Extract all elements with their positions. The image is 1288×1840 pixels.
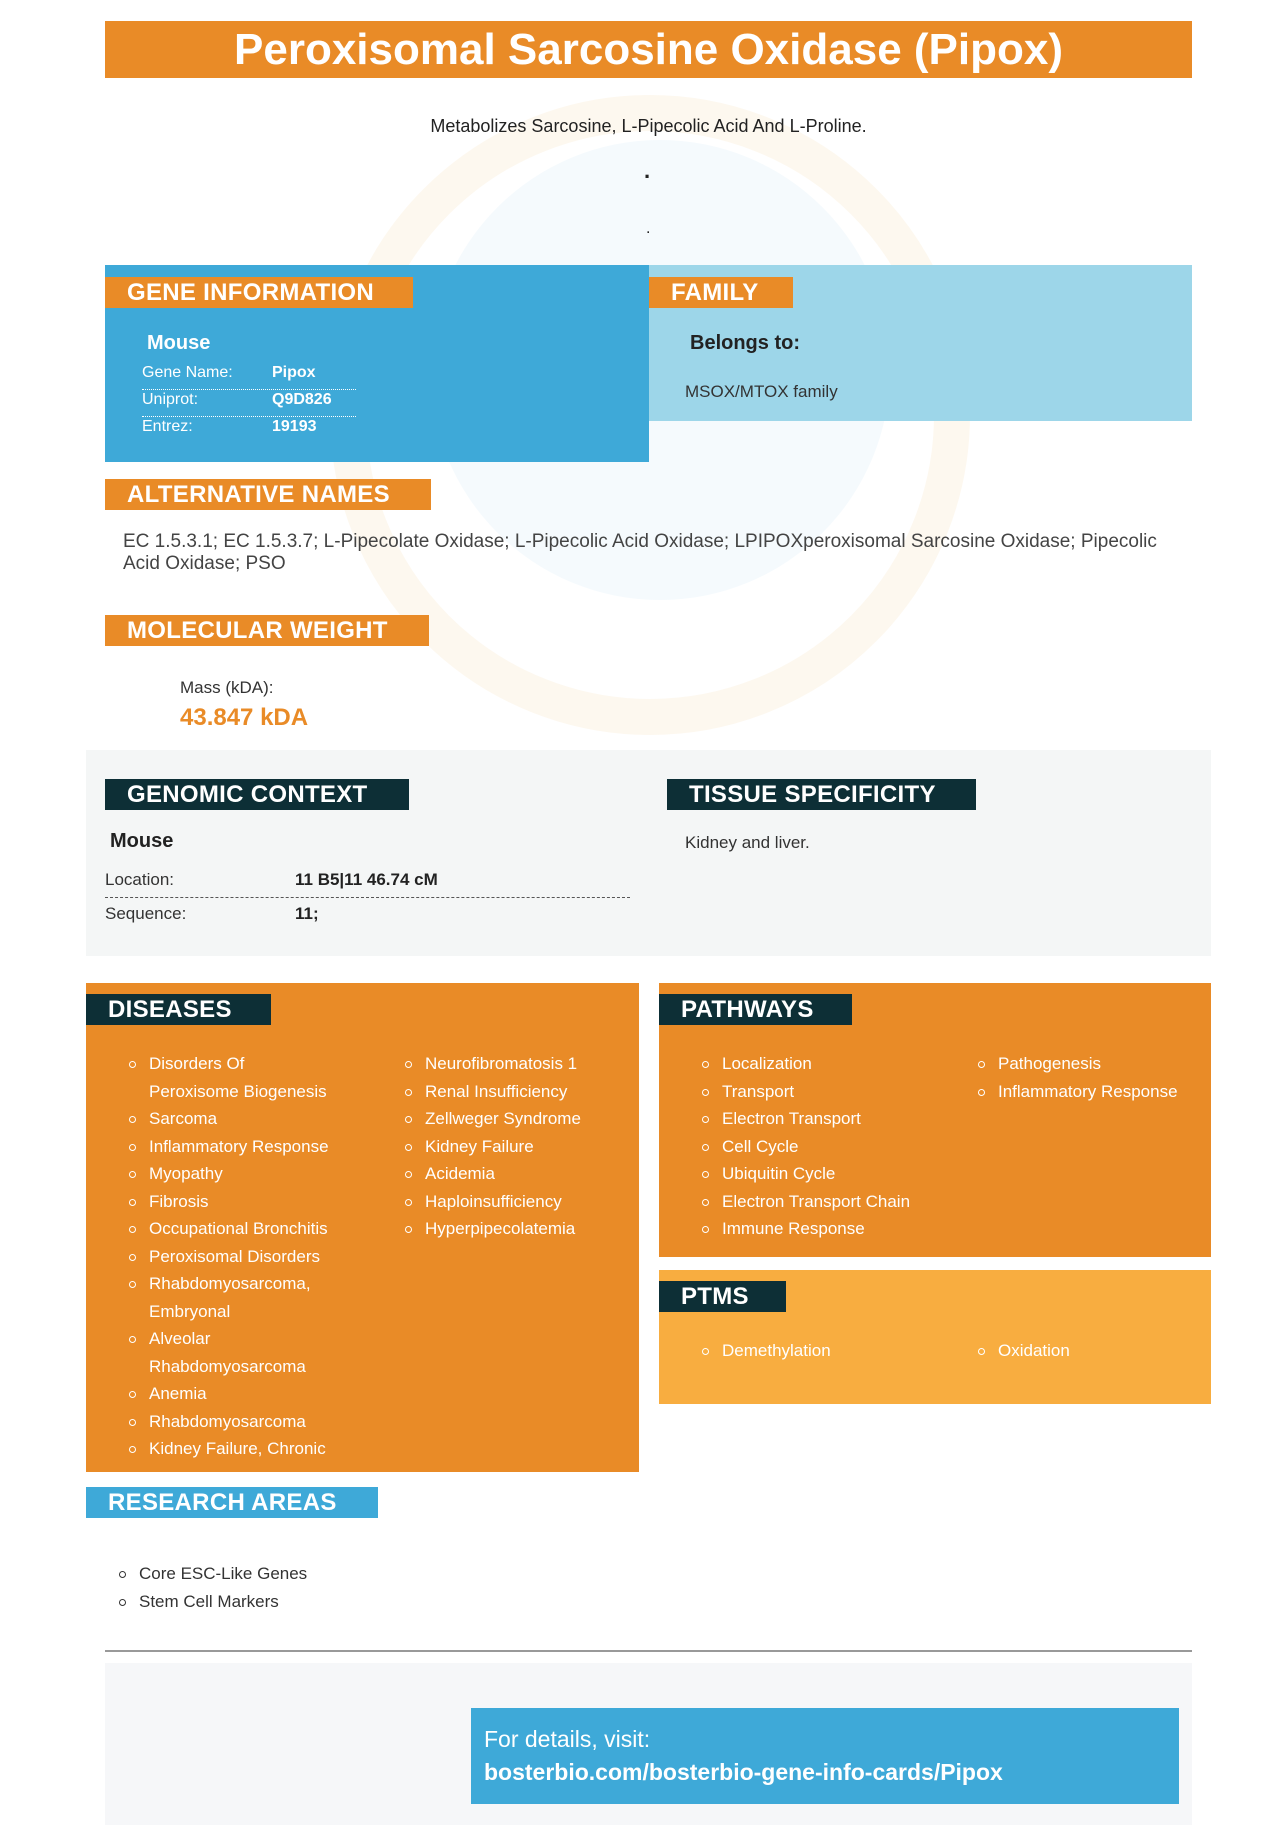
diseases-list-col2 <box>403 1050 633 1243</box>
tissue-specificity-text: Kidney and liver. <box>685 833 810 852</box>
gene-name-value: Pipox <box>272 364 316 381</box>
pathway-item: Transport <box>700 1078 960 1106</box>
disease-item: Fibrosis <box>127 1188 377 1216</box>
disease-item: Disorders Of <box>127 1050 377 1078</box>
family-value: MSOX/MTOX family <box>685 382 838 401</box>
pathways-list-col1 <box>700 1050 960 1243</box>
details-intro: For details, visit: <box>484 1726 651 1752</box>
dot-separator: . <box>644 158 651 183</box>
disease-item: Kidney Failure <box>403 1133 633 1161</box>
location-label: Location: <box>105 870 174 889</box>
dot-separator: . <box>646 220 651 237</box>
diseases-list-col1 <box>127 1050 377 1463</box>
page-title: Peroxisomal Sarcosine Oxidase (Pipox) <box>105 21 1192 78</box>
disease-item: Kidney Failure, Chronic <box>127 1435 377 1463</box>
disease-item: Alveolar <box>127 1325 377 1353</box>
family-heading: FAMILY <box>649 277 793 308</box>
mass-label: Mass (kDA): <box>180 678 274 697</box>
pathway-item: Pathogenesis <box>976 1050 1206 1078</box>
pathway-item: Inflammatory Response <box>976 1078 1206 1106</box>
disease-item: Anemia <box>127 1380 377 1408</box>
uniprot-value: Q9D826 <box>272 391 332 408</box>
location-value: 11 B5|11 46.74 cM <box>295 870 438 889</box>
molecular-weight-heading: MOLECULAR WEIGHT <box>105 615 429 646</box>
alternative-names-heading: ALTERNATIVE NAMES <box>105 479 431 510</box>
disease-item: Myopathy <box>127 1160 377 1188</box>
pathway-item: Localization <box>700 1050 960 1078</box>
pathway-item: Ubiquitin Cycle <box>700 1160 960 1188</box>
diseases-heading: DISEASES <box>86 994 271 1025</box>
location-row <box>105 866 630 898</box>
pathway-item: Cell Cycle <box>700 1133 960 1161</box>
ptms-heading: PTMS <box>659 1281 786 1312</box>
ptms-list-col1 <box>700 1337 960 1365</box>
sequence-row <box>105 902 630 932</box>
entrez-label: Entrez: <box>142 418 193 435</box>
disease-item: Hyperpipecolatemia <box>403 1215 633 1243</box>
disease-item: Rhabdomyosarcoma, <box>127 1270 377 1298</box>
disease-item: Sarcoma <box>127 1105 377 1133</box>
pathways-heading: PATHWAYS <box>659 994 852 1025</box>
family-belongs-label: Belongs to: <box>690 332 800 354</box>
entrez-value: 19193 <box>272 418 317 435</box>
disease-item: Rhabdomyosarcoma <box>127 1408 377 1436</box>
disease-item: Peroxisomal Disorders <box>127 1243 377 1271</box>
alternative-names-text: EC 1.5.3.1; EC 1.5.3.7; L-Pipecolate Oxidase; L-Pipecolic Acid Oxidase; LPIPOXperoxisomal Sarcosine Oxidase; Pipecolic Acid Oxidase; PSO <box>123 531 1157 574</box>
genomic-organism: Mouse <box>110 830 174 852</box>
gene-information-heading: GENE INFORMATION <box>105 277 413 308</box>
disease-item: Inflammatory Response <box>127 1133 377 1161</box>
genomic-context-heading: GENOMIC CONTEXT <box>105 779 409 810</box>
disease-item: Zellweger Syndrome <box>403 1105 633 1133</box>
pathway-item: Electron Transport <box>700 1105 960 1133</box>
page-subtitle: Metabolizes Sarcosine, L-Pipecolic Acid And L-Proline. <box>430 116 867 136</box>
ptm-item: Oxidation <box>976 1337 1206 1365</box>
ptm-item: Demethylation <box>700 1337 960 1365</box>
pathways-list-col2 <box>976 1050 1206 1105</box>
research-areas-list <box>117 1560 517 1615</box>
disease-item: Acidemia <box>403 1160 633 1188</box>
pathway-item: Immune Response <box>700 1215 960 1243</box>
ptms-list-col2 <box>976 1337 1206 1365</box>
gene-name-row <box>142 364 356 390</box>
details-link[interactable]: bosterbio.com/bosterbio-gene-info-cards/Pipox <box>484 1759 1003 1785</box>
research-area-item: Stem Cell Markers <box>117 1588 517 1616</box>
disease-item: Peroxisome Biogenesis <box>149 1081 327 1101</box>
tissue-specificity-heading: TISSUE SPECIFICITY <box>667 779 976 810</box>
entrez-row <box>142 418 356 444</box>
footer-divider <box>105 1650 1192 1652</box>
sequence-label: Sequence: <box>105 904 187 923</box>
sequence-value: 11; <box>295 904 319 923</box>
gene-organism: Mouse <box>147 332 211 354</box>
research-area-item: Core ESC-Like Genes <box>117 1560 517 1588</box>
uniprot-label: Uniprot: <box>142 391 199 408</box>
mass-value: 43.847 kDA <box>180 704 309 731</box>
research-areas-heading: RESEARCH AREAS <box>86 1487 378 1518</box>
pathway-item: Electron Transport Chain <box>700 1188 960 1216</box>
disease-item: Embryonal <box>149 1301 231 1321</box>
disease-item: Occupational Bronchitis <box>127 1215 377 1243</box>
gene-name-label: Gene Name: <box>142 364 233 381</box>
disease-item: Haploinsufficiency <box>403 1188 633 1216</box>
disease-item: Renal Insufficiency <box>403 1078 633 1106</box>
disease-item: Rhabdomyosarcoma <box>149 1356 306 1376</box>
details-callout[interactable] <box>471 1708 1179 1804</box>
disease-item: Neurofibromatosis 1 <box>403 1050 633 1078</box>
uniprot-row <box>142 391 356 417</box>
